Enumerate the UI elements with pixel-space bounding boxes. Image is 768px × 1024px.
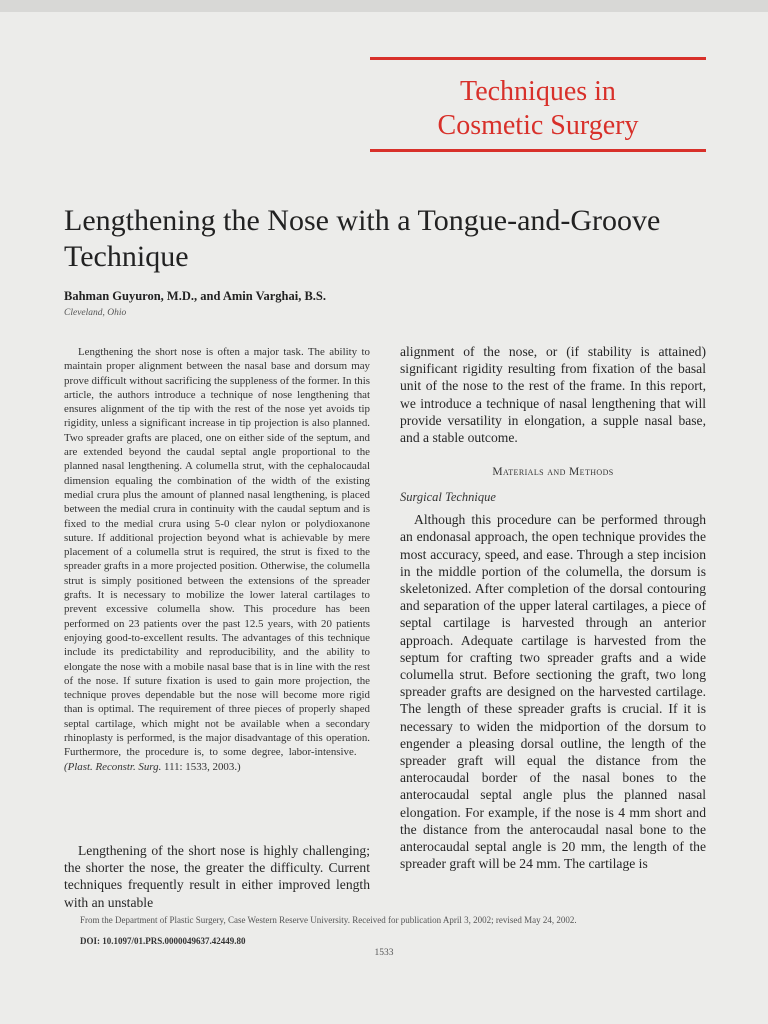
article-title: Lengthening the Nose with a Tongue-and-Groove Technique — [64, 204, 661, 273]
methods-heading: Materials and Methods — [492, 466, 614, 479]
article-authors: Bahman Guyuron, M.D., and Amin Varghai, B.S. — [64, 289, 326, 303]
surgical-technique-text: Although this procedure can be performed through an endonasal approach, the open technique provides the most accuracy, speed, and ease. Through a step incision in the middle portion of the columella, the dorsum is skeletonized. After completion of the dorsal contouring and separation of the upper lateral cartilages, a piece of septal cartilage is harvested through an anterior approach. Adequate cartilage is harvested from the septum for crafting two spreader grafts and a wide columella strut. Before sectioning the graft, two long spreader grafts are designed on the harvested cartilage. The length of these spreader grafts is crucial. If it is necessary to widen the midportion of the dorsum to engender a pleasing dorsal outline, the length of the spreader graft will equal the distance from the anterocaudal border of the nasal bones to the anterocaudal septal angle plus the planned nasal elongation. For example, if the nose is 4 mm short and the distance from the anterocaudal nasal bone to the anterocaudal septal angle is 20 mm, the length of the spreader graft will be 24 mm. The cartilage is — [400, 512, 706, 872]
abstract — [64, 345, 370, 774]
article-affiliation: Cleveland, Ohio — [64, 308, 127, 318]
section-rule-top — [370, 57, 706, 60]
abstract-citation-rest: 111: 1533, 2003.) — [161, 760, 241, 773]
section-title-line2: Cosmetic Surgery — [437, 110, 639, 141]
section-header — [370, 57, 706, 153]
abstract-text: Lengthening the short nose is often a major task. The ability to maintain proper alignment between the nasal base and dorsum may prove difficult without sacrificing the suppleness of the former. In this article, the authors introduce a technique of nose lengthening that ensures alignment of the tip with the rest of the nose yet avoids tip rigidity, unless a significant increase in tip projection is also planned. Two spreader grafts are placed, one on either side of the septum, and are extended beyond the caudal septal angle proportional to the planned nasal lengthening. A columella strut, with the cephalocaudal dimension equaling the combination of the width of the existing medial crura plus the amount of planned nasal lengthening, is placed between the medial crura in continuity with the caudal septum and is fixed to the medial crura using 5-0 clear nylon or polydioxanone suture. If additional projection beyond what is achievable by mere placement of a columella strut is required, the strut is fixed to the spreader grafts in a more projected position. Otherwise, the columella strut is simply positioned between the extensions of the spreader grafts. It is necessary to mobilize the lower lateral cartilages to prevent excessive columella show. This procedure has been performed on 23 patients over the past 12.5 years, with 20 patients enjoying good-to-excellent results. The advantages of this technique include its predictability and reproducibility, and the ability to elongate the nose with a mobile nasal base that is in line with the rest of the nose. If suture fixation is used to gain more projection, the technique proves dependable but the nose will become more rigid than is optimal. The requirement of three pieces of properly shaped septal cartilage, which might not be available when a secondary rhinoplasty is performed, is the major disadvantage of this operation. Furthermore, the procedure is, to some degree, labor-intensive. — [64, 346, 370, 759]
page-number: 1533 — [374, 948, 394, 958]
doi: DOI: 10.1097/01.PRS.0000049637.42449.80 — [80, 936, 246, 946]
intro-paragraph: Lengthening of the short nose is highly challenging; the shorter the nose, the greater the difficulty. Current techniques frequently result in either improved length with an unstable — [64, 843, 370, 910]
section-rule-bottom — [370, 149, 706, 152]
footnote: From the Department of Plastic Surgery, Case Western Reserve University. Received for publication April 3, 2002; revised May 24, 2002. — [80, 915, 577, 925]
right-column — [400, 343, 706, 872]
scan-top-band — [0, 0, 768, 12]
section-title — [370, 75, 706, 143]
intro-continuation: alignment of the nose, or (if stability is attained) significant rigidity resulting from fixation of the basal unit of the nose to the rest of the frame. In this report, we introduce a technique of nasal lengthening that will provide versatility in elongation, a supple nasal base, and a stable outcome. — [400, 344, 706, 446]
section-title-line1: Techniques in — [460, 76, 616, 107]
surgical-technique-heading: Surgical Technique — [400, 490, 496, 505]
abstract-citation-journal: (Plast. Reconstr. Surg. — [64, 760, 162, 773]
